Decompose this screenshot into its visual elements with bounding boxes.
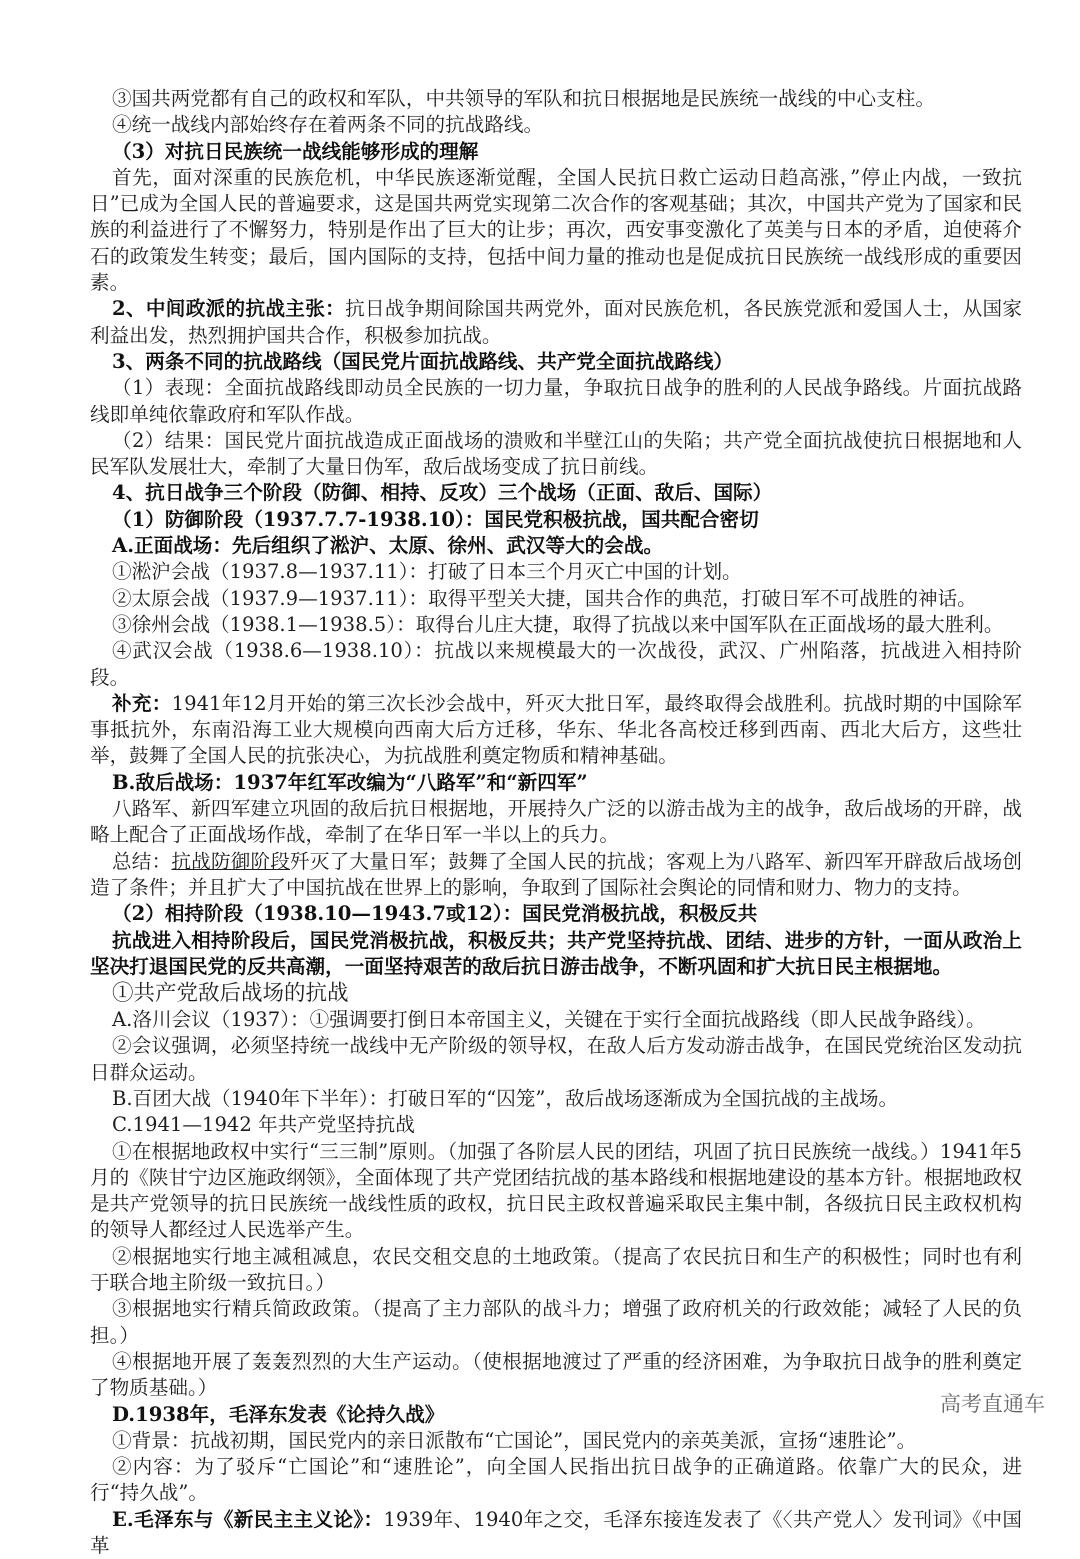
paragraph bbox=[90, 480, 1022, 506]
bold-text: A.正面战场：先后组织了淞沪、太原、徐州、武汉等大的会战。 bbox=[112, 534, 664, 558]
paragraph bbox=[90, 586, 1022, 612]
bold-text: 抗战进入相持阶段后，国民党消极抗战，积极反共；共产党坚持抗战、团结、进步的方针，一面从政治上坚决打退国民党的反共高潮，一面坚持艰苦的敌后抗日游击战争，不断巩固和扩大抗日民主根据地。 bbox=[90, 928, 1022, 978]
watermark: 高考直通车 bbox=[940, 1388, 1045, 1418]
bold-text: 补充： bbox=[112, 691, 172, 715]
paragraph bbox=[90, 770, 1022, 796]
bold-text: D.1938年，毛泽东发表《论持久战》 bbox=[112, 1402, 445, 1426]
paragraph bbox=[90, 165, 1022, 296]
text: A.洛川会议（1937）：①强调要打倒日本帝国主义，关键在于实行全面抗战路线（即人民战争路线）。 bbox=[112, 1008, 986, 1032]
underlined-text: 抗战防御阶段 bbox=[171, 849, 291, 873]
paragraph bbox=[90, 980, 1022, 1007]
text: C.1941—1942 年共产党坚持抗战 bbox=[112, 1113, 415, 1137]
text: ②根据地实行地主减租减息，农民交租交息的土地政策。（提高了农民抗日和生产的积极性；同时也有利于联合地主阶级一致抗日。） bbox=[90, 1244, 1022, 1295]
text: 歼灭了大量日军；鼓舞了全国人民的抗战；客观上为八路军、新四军开辟敌后战场创造了条件；并且扩大了中国抗战在世界上的影响，争取到了国际社会舆论的同情和财力、物力的支持。 bbox=[90, 849, 1023, 899]
paragraph bbox=[90, 1296, 1022, 1349]
text: ①背景：抗战初期，国民党内的亲日派散布“亡国论”，国民党内的亲英美派，宣扬“速胜论”。 bbox=[112, 1428, 917, 1452]
paragraph bbox=[90, 507, 1022, 533]
paragraph bbox=[90, 1454, 1022, 1507]
paragraph bbox=[90, 86, 1022, 112]
paragraph bbox=[90, 1349, 1022, 1402]
bold-text: 4、抗日战争三个阶段（防御、相持、反攻）三个战场（正面、敌后、国际） bbox=[112, 481, 773, 505]
paragraph bbox=[90, 1507, 1022, 1559]
text: （1）表现：全面抗战路线即动员全民族的一切力量，争取抗日战争的胜利的人民战争路线。片面抗战路线即单纯依靠政府和军队作战。 bbox=[90, 376, 1022, 426]
text: ①共产党敌后战场的抗战 bbox=[112, 981, 349, 1007]
text: ④根据地开展了轰轰烈烈的大生产运动。（使根据地渡过了严重的经济困难，为争取抗日战争的胜利奠定了物质基础。） bbox=[90, 1349, 1022, 1400]
text: ③国共两党都有自己的政权和军队，中共领导的军队和抗日根据地是民族统一战线的中心支柱。 bbox=[112, 87, 935, 110]
text: ④武汉会战（1938.6—1938.10）：抗战以来规模最大的一次战役，武汉、广州陷落，抗战进入相持阶段。 bbox=[90, 639, 1022, 689]
paragraph bbox=[90, 139, 1022, 165]
text: 1941年12月开始的第三次长沙会战中，歼灭大批日军，最终取得会战胜利。抗战时期的中国除军事抵抗外，东南沿海工业大规模向西南大后方迁移，华东、华北各高校迁移到西南、西北大后方，这些壮举，鼓舞了全国人民的抗张决心，为抗战胜利奠定物质和精神基础。 bbox=[90, 691, 1023, 768]
text: B.百团大战（1940年下半年）：打破日军的“囚笼”，敌后战场逐渐成为全国抗战的主战场。 bbox=[112, 1086, 899, 1110]
paragraph bbox=[90, 612, 1022, 638]
paragraph bbox=[90, 1033, 1022, 1086]
paragraph bbox=[90, 796, 1022, 849]
text: ①淞沪会战（1937.8—1937.11）：打破了日本三个月灭亡中国的计划。 bbox=[112, 560, 742, 584]
paragraph bbox=[90, 1428, 1022, 1454]
document-body bbox=[90, 86, 1022, 1559]
text: ③根据地实行精兵简政政策。（提高了主力部队的战斗力；增强了政府机关的行政效能；减轻了人民的负担。） bbox=[90, 1297, 1022, 1347]
text: 总结： bbox=[112, 849, 172, 873]
bold-text: E.毛泽东与《新民主主义论》： bbox=[112, 1507, 384, 1531]
text: ③徐州会战（1938.1—1938.5）：取得台儿庄大捷，取得了抗战以来中国军队在正面战场的最大胜利。 bbox=[112, 612, 1004, 636]
bold-text: B.敌后战场：1937年红军改编为“八路军”和“新四军” bbox=[112, 770, 588, 794]
bold-text: （2）相持阶段（1938.10—1943.7或12）：国民党消极抗战，积极反共 bbox=[112, 902, 758, 926]
paragraph bbox=[90, 375, 1022, 428]
text: ②内容：为了驳斥“亡国论”和“速胜论”，向全国人民指出抗日战争的正确道路。依靠广大的民众，进行“持久战”。 bbox=[90, 1455, 1022, 1505]
text: 首先，面对深重的民族危机，中华民族逐渐觉醒，全国人民抗日救亡运动日趋高涨，”停止内战，一致抗日”已成为全国人民的普遍要求，这是国共两党实现第二次合作的客观基础；其次，中国共产党为了国家和民族的利益进行了不懈努力，特别是作出了巨大的让步；再次，西安事变激化了英美与日本的矛盾，迫使蒋介石的政策发生转变；最后，国内国际的支持，包括中间力量的推动也是促成抗日民族统一战线形成的重要因素。 bbox=[90, 165, 1022, 295]
paragraph bbox=[90, 1244, 1022, 1297]
bold-text: 2、中间政派的抗战主张： bbox=[112, 297, 346, 321]
paragraph bbox=[90, 849, 1022, 902]
paragraph bbox=[90, 559, 1022, 585]
paragraph bbox=[90, 428, 1022, 481]
bold-text: （1）防御阶段（1937.7.7-1938.10）：国民党积极抗战，国共配合密切 bbox=[112, 507, 759, 531]
text: （2）结果：国民党片面抗战造成正面战场的溃败和半壁江山的失陷；共产党全面抗战使抗日根据地和人民军队发展壮大，牵制了大量日伪军，敌后战场变成了抗日前线。 bbox=[90, 428, 1022, 479]
paragraph bbox=[90, 1139, 1022, 1244]
text: 抗日战争期间除国共两党外，面对民族危机，各民族党派和爱国人士，从国家利益出发，热烈拥护国共合作，积极参加抗战。 bbox=[90, 297, 1023, 347]
paragraph bbox=[90, 1086, 1022, 1112]
paragraph bbox=[90, 1112, 1022, 1138]
text: ①在根据地政权中实行“三三制”原则。（加强了各阶层人民的团结，巩固了抗日民族统一战线。）1941年5月的《陕甘宁边区施政纲领》，全面体现了共产党团结抗战的基本路线和根据地建设的基本方针。根据地政权是共产党领导的抗日民族统一战线性质的政权，抗日民主政权普遍采取民主集中制，各级抗日民主政权机构的领导人都经过人民选举产生。 bbox=[90, 1139, 1022, 1242]
text: 八路军、新四军建立巩固的敌后抗日根据地，开展持久广泛的以游击战为主的战争，敌后战场的开辟，战略上配合了正面战场作战，牵制了在华日军一半以上的兵力。 bbox=[90, 797, 1022, 847]
text: ④统一战线内部始终存在着两条不同的抗战路线。 bbox=[112, 113, 544, 137]
paragraph bbox=[90, 296, 1022, 349]
paragraph bbox=[90, 691, 1022, 770]
paragraph bbox=[90, 533, 1022, 559]
bold-text: 3、两条不同的抗战路线（国民党片面抗战路线、共产党全面抗战路线） bbox=[112, 349, 734, 373]
paragraph bbox=[90, 1007, 1022, 1033]
bold-text: （3）对抗日民族统一战线能够形成的理解 bbox=[112, 139, 479, 163]
paragraph bbox=[90, 349, 1022, 375]
text: 1939年、1940年之交，毛泽东接连发表了《〈共产党人〉发刊词》《中国革 bbox=[90, 1507, 1022, 1558]
paragraph bbox=[90, 112, 1022, 138]
paragraph bbox=[90, 638, 1022, 691]
paragraph bbox=[90, 1402, 1022, 1428]
text: ②太原会战（1937.9—1937.11）：取得平型关大捷，国共合作的典范，打破日军不可战胜的神话。 bbox=[112, 586, 977, 610]
paragraph bbox=[90, 928, 1022, 981]
text: ②会议强调，必须坚持统一战线中无产阶级的领导权，在敌人后方发动游击战争，在国民党统治区发动抗日群众运动。 bbox=[90, 1034, 1022, 1084]
paragraph bbox=[90, 901, 1022, 927]
